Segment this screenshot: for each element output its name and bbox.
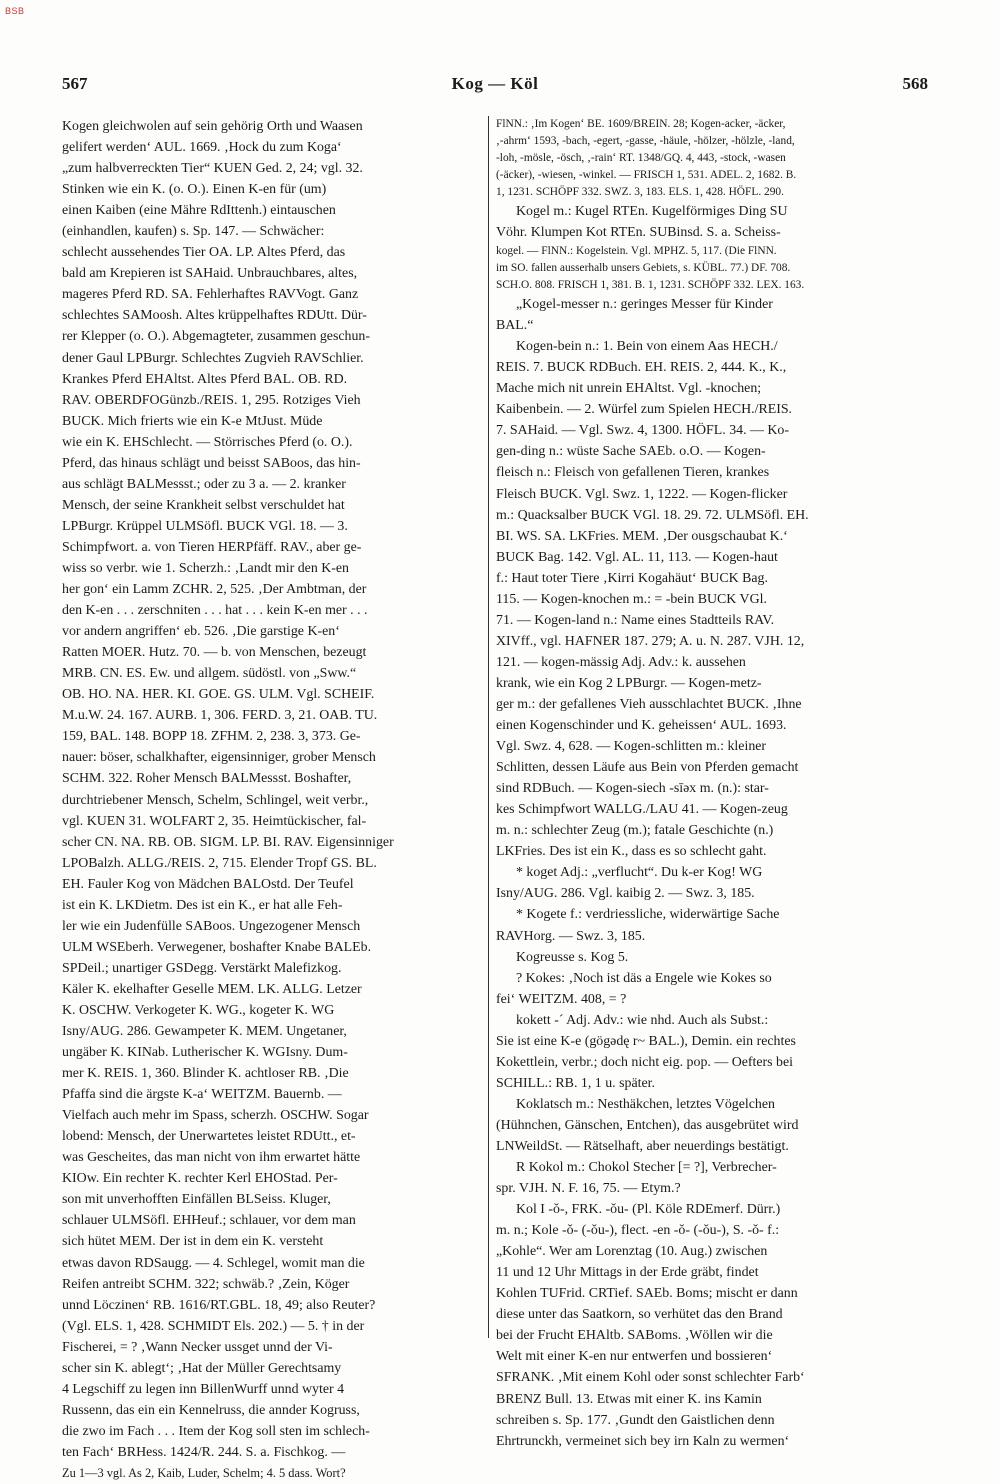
text-line: Kokettlein, verbr.; doch nicht eig. pop. — Oefters bei xyxy=(496,1054,794,1070)
library-stamp: BSB xyxy=(5,6,25,16)
text-line: lobend: Mensch, der Unerwartetes leistet RDUtt., et- xyxy=(62,1129,356,1145)
text-line: (einhandlen, kaufen) s. Sp. 147. — Schwächer: xyxy=(62,224,325,240)
text-line: Koklatsch m.: Nesthäkchen, letztes Vögelchen xyxy=(516,1096,775,1112)
text-line: schreiben s. Sp. 177. ‚Gundt den Gaistlichen denn xyxy=(496,1412,775,1428)
text-line: Schimpfwort. a. von Tieren HERPfäff. RAV., aber ge- xyxy=(62,539,362,555)
text-line: OB. HO. NA. HER. KI. GOE. GS. ULM. Vgl. SCHEIF. xyxy=(62,687,375,703)
text-line: Sie ist eine K-e (gögədę r~ BAL.), Demin. ein rechtes xyxy=(496,1033,796,1049)
text-line: ten Fach‘ BRHess. 1424/R. 244. S. a. Fischkog. — xyxy=(62,1444,346,1460)
text-line: dener Gaul LPBurgr. Schlechtes Zugvieh RAVSchlier. xyxy=(62,350,364,366)
text-line: LPBurgr. Krüppel ULMSöfl. BUCK VGl. 18. — 3. xyxy=(62,518,348,534)
text-line: „Kogel-messer n.: geringes Messer für Kinder xyxy=(516,297,773,313)
text-line: son mit unverhofften Einfällen BLSeiss. Kluger, xyxy=(62,1192,331,1208)
text-line: Kogen-bein n.: 1. Bein von einem Aas HECH./ xyxy=(516,339,778,355)
text-line: * koget Adj.: „verflucht“. Du k-er Kog! WG xyxy=(516,865,763,881)
page-header xyxy=(62,74,928,98)
text-line: LNWeildSt. — Rätselhaft, aber neuerdings bestätigt. xyxy=(496,1138,789,1154)
text-line: fleisch n.: Fleisch von gefallenen Tieren, krankes xyxy=(496,465,770,481)
column-divider xyxy=(488,116,489,1338)
text-line: vgl. KUEN 31. WOLFART 2, 35. Heimtückischer, fal- xyxy=(62,813,367,829)
text-line: schlechtes SAMoosh. Altes krüppelhaftes RDUtt. Dür- xyxy=(62,308,367,324)
text-line: Russenn, das ein ein Kennelruss, die annder Kogruss, xyxy=(62,1402,360,1418)
text-line: etwas davon RDSaugg. — 4. Schlegel, womit man die xyxy=(62,1255,365,1271)
text-line: durchtriebener Mensch, Schelm, Schlingel, weit verbr., xyxy=(62,792,369,808)
text-line: RAV. OBERDFOGünzb./REIS. 1, 295. Rotziges Vieh xyxy=(62,392,361,408)
text-line: ger m.: der gefallenes Vieh ausschlachtet BUCK. ‚Ihne xyxy=(496,696,802,712)
text-line: aus schlägt BALMessst.; oder zu 3 a. — 2. kranker xyxy=(62,476,346,492)
text-line: Stinken wie ein K. (o. O.). Einen K-en für (um) xyxy=(62,182,327,198)
text-line: mer K. REIS. 1, 360. Blinder K. achtloser RB. ‚Die xyxy=(62,1066,349,1082)
text-line: scher CN. NA. RB. OB. SIGM. LP. BI. RAV. Eigensinniger xyxy=(62,834,394,850)
text-line: Krankes Pferd EHAltst. Altes Pferd BAL. OB. RD. xyxy=(62,371,348,387)
text-line: SPDeil.; unartiger GSDegg. Verstärkt Malefizkog. xyxy=(62,960,342,976)
text-line: Vgl. Swz. 4, 628. — Kogen-schlitten m.: kleiner xyxy=(496,739,767,755)
left-column xyxy=(62,116,482,1484)
text-line: 1, 1231. SCHÖPF 332. SWZ. 3, 183. ELS. 1, 428. HÖFL. 290. xyxy=(496,186,784,198)
text-line: im SO. fallen ausserhalb unsers Gebiets, s. KÜBL. 77.) DF. 708. xyxy=(496,262,791,275)
text-line: einen Kogenschinder und K. geheissen‘ AUL. 1693. xyxy=(496,718,787,734)
text-line: schlauer ULMSöfl. EHHeuf.; schlauer, vor dem man xyxy=(62,1213,356,1229)
running-head: Kog — Köl xyxy=(451,74,539,93)
text-line: SCH.O. 808. FRISCH 1, 381. B. 1, 1231. SCHÖPF 332. LEX. 163. xyxy=(496,279,805,292)
text-line: rer Klepper (o. O.). Abgemagteter, zusammen geschun- xyxy=(62,329,371,345)
text-line: „Kohle“. Wer am Lorenztag (10. Aug.) zwischen xyxy=(496,1244,768,1260)
text-line: Pfaffa sind die ärgste K-a‘ WEITZM. Bauernb. — xyxy=(62,1087,342,1103)
text-line: einen Kaiben (eine Mähre RdIttenh.) eintauschen xyxy=(62,203,336,219)
text-line: Pferd, das hinaus schlägt und beisst SABoos, das hin- xyxy=(62,455,361,471)
text-line: Schlitten, dessen Läufe aus Bein von Pferden gemacht xyxy=(496,760,799,776)
text-line: schlecht aussehendes Tier OA. LP. Altes Pferd, das xyxy=(62,245,346,261)
text-line: ? Kokes: ‚Noch ist däs a Engele wie Kokes so xyxy=(516,970,772,986)
text-line: (Hühnchen, Gänschen, Entchen), das ausgebrütet wird xyxy=(496,1117,799,1133)
text-line: LKFries. Des ist ein K., dass es so schlecht gaht. xyxy=(496,844,767,860)
text-line: LPOBalzh. ALLG./REIS. 2, 715. Elender Tropf GS. BL. xyxy=(62,855,377,871)
text-line: fei‘ WEITZM. 408, = ? xyxy=(496,991,627,1007)
text-line: gelifert werden‘ AUL. 1669. ‚Hock du zum Koga‘ xyxy=(62,140,342,156)
text-line: Ratten MOER. Hutz. 70. — b. von Menschen, bezeugt xyxy=(62,645,367,661)
text-line: REIS. 7. BUCK RDBuch. EH. REIS. 2, 444. K., K., xyxy=(496,360,787,376)
text-line: ist ein K. LKDietm. Des ist ein K., er hat alle Feh- xyxy=(62,897,343,913)
text-line: 121. — kogen-mässig Adj. Adv.: k. aussehen xyxy=(496,654,746,670)
text-line: nauer: böser, schalkhafter, eigensinniger, grober Mensch xyxy=(62,750,376,766)
text-line: 159, BAL. 148. BOPP 18. ZFHM. 2, 238. 3, 373. Ge- xyxy=(62,729,361,745)
text-line: BAL.“ xyxy=(496,318,534,334)
text-line: die zwo im Fach . . . Item der Kog soll sten im schlech- xyxy=(62,1423,370,1439)
text-line: her gon‘ ein Lamm ZCHR. 2, 525. ‚Der Ambtman, der xyxy=(62,582,367,598)
text-line: sich hütet MEM. Der ist in dem ein K. versteht xyxy=(62,1234,324,1250)
text-line: SFRANK. ‚Mit einem Kohl oder sonst schlechter Farb‘ xyxy=(496,1370,805,1386)
text-line: bald am Krepieren ist SAHaid. Unbrauchbares, altes, xyxy=(62,266,358,282)
text-line: spr. VJH. N. F. 16, 75. — Etym.? xyxy=(496,1181,681,1197)
text-line: 71. — Kogen-land n.: Name eines Stadtteils RAV. xyxy=(496,612,775,628)
text-line: ‚-ahrm‘ 1593, -bach, -egert, -gasse, -häule, -hölzer, -hölzle, -land, xyxy=(496,135,795,147)
text-line: -loh, -mösle, -ösch, ‚-rain‘ RT. 1348/GQ. 4, 443, -stock, -wasen xyxy=(496,152,786,164)
text-line: Isny/AUG. 286. Vgl. kaibig 2. — Swz. 3, 185. xyxy=(496,886,755,902)
text-line: 4 Legschiff zu legen inn BillenWurff unnd wyter 4 xyxy=(62,1381,345,1397)
text-line: was Gescheites, das man nicht von ihm erwartet hätte xyxy=(62,1150,361,1166)
text-line: Kogel m.: Kugel RTEn. Kugelförmiges Ding SU xyxy=(516,204,788,219)
text-line: Isny/AUG. 286. Gewampeter K. MEM. Ungetaner, xyxy=(62,1024,347,1040)
text-line: wie ein K. EHSchlecht. — Störrisches Pferd (o. O.). xyxy=(62,434,353,450)
text-line: den K-en . . . zerschniten . . . hat . . . kein K-en mer . . . xyxy=(62,603,368,619)
text-line: 7. SAHaid. — Vgl. Swz. 4, 1300. HÖFL. 34. — Ko- xyxy=(496,423,789,439)
text-line: Kogen gleichwolen auf sein gehörig Orth und Waasen xyxy=(62,119,363,134)
text-line: (Vgl. ELS. 1, 428. SCHMIDT Els. 202.) — 5. † in der xyxy=(62,1318,365,1334)
text-line: Welt mit einer K-en nur entwerfen und bossieren‘ xyxy=(496,1349,773,1365)
text-line: XIVff., vgl. HAFNER 187. 279; A. u. N. 287. VJH. 12, xyxy=(496,633,805,649)
text-line: f.: Haut toter Tiere ‚Kirri Kogahäut‘ BUCK Bag. xyxy=(496,570,768,586)
text-line: FlNN.: ‚Im Kogen‘ BE. 1609/BREIN. 28; Kogen-acker, -äcker, xyxy=(496,118,786,130)
text-line: (-äcker), -wiesen, -winkel. — FRISCH 1, 531. ADEL. 2, 1682. B. xyxy=(496,169,797,181)
text-line: ler wie ein Judenfülle SABoos. Ungezogener Mensch xyxy=(62,918,361,934)
text-line: unnd Löczinen‘ RB. 1616/RT.GBL. 18, 49; also Reuter? xyxy=(62,1297,376,1313)
text-line: 115. — Kogen-knochen m.: = -bein BUCK VGl. xyxy=(496,591,767,607)
text-line: m. n.: schlechter Zeug (m.); fatale Geschichte (n.) xyxy=(496,823,774,839)
text-line: Ehrtrunckh, vermeinet sich bey irn Kaln zu wermen‘ xyxy=(496,1433,790,1449)
text-line: Vöhr. Klumpen Kot RTEn. SUBinsd. S. a. Scheiss- xyxy=(496,225,781,241)
text-line: diese unter das Saatkorn, so verhütet das den Brand xyxy=(496,1307,783,1323)
text-line: krank, wie ein Kog 2 LPBurgr. — Kogen-metz- xyxy=(496,675,762,691)
text-line: kogel. — FlNN.: Kogelstein. Vgl. MPHZ. 5, 117. (Die FlNN. xyxy=(496,245,777,258)
text-line: gen-ding n.: wüste Sache SAEb. o.O. — Kogen- xyxy=(496,444,766,460)
text-line: Käler K. ekelhafter Geselle MEM. LK. ALLG. Letzer xyxy=(62,981,362,997)
text-line: SCHM. 322. Roher Mensch BALMessst. Boshafter, xyxy=(62,771,352,787)
text-line: „zum halbverreckten Tier“ KUEN Ged. 2, 24; vgl. 32. xyxy=(62,161,363,177)
text-line: Kol I -ǒ-, FRK. -ǒu- (Pl. Köle RDEmerf. Dürr.) xyxy=(516,1202,781,1218)
text-line: Mensch, der seine Krankheit selbst verschuldet hat xyxy=(62,497,345,513)
right-column xyxy=(496,116,928,1452)
text-line: scher sin K. ablegt‘; ‚Hat der Müller Gerechtsamy xyxy=(62,1360,342,1376)
page-number-left: 567 xyxy=(62,74,88,93)
text-line: Vielfach auch mehr im Spass, scherzh. OSCHW. Sogar xyxy=(62,1108,369,1124)
text-line: kes Schimpfwort WALLG./LAU 41. — Kogen-zeug xyxy=(496,802,788,818)
text-line: Fleisch BUCK. Vgl. Swz. 1, 1222. — Kogen-flicker xyxy=(496,486,788,502)
text-line: wiss so verbr. wie 1. Scherzh.: ‚Landt mir den K-en xyxy=(62,560,350,576)
text-line: M.u.W. 24. 167. AURB. 1, 306. FERD. 3, 21. OAB. TU. xyxy=(62,708,378,724)
text-line: Reifen antreibt SCHM. 322; schwäb.? ‚Zein, Köger xyxy=(62,1276,350,1292)
text-line: Mache mich nit unrein EHAltst. Vgl. -knochen; xyxy=(496,381,762,397)
text-line: BUCK Bag. 142. Vgl. AL. 11, 113. — Kogen-haut xyxy=(496,549,778,565)
text-line: * Kogete f.: verdriessliche, widerwärtige Sache xyxy=(516,907,780,923)
text-line: Fischerei, = ? ‚Wann Necker ussget unnd der Vi- xyxy=(62,1339,333,1355)
text-line: SCHILL.: RB. 1, 1 u. später. xyxy=(496,1075,655,1091)
text-line: K. OSCHW. Verkogeter K. WG., kogeter K. WG xyxy=(62,1002,335,1018)
text-line: Kaibenbein. — 2. Würfel zum Spielen HECH./REIS. xyxy=(496,402,793,418)
footnote: Zu 1—3 vgl. As 2, Kaib, Luder, Schelm; 4. 5 dass. Wort? xyxy=(62,1466,346,1480)
text-line: kokett -ˊ Adj. Adv.: wie nhd. Auch als Subst.: xyxy=(516,1012,769,1028)
text-line: 11 und 12 Uhr Mittags in der Erde gräbt, findet xyxy=(496,1265,759,1281)
text-line: Kogreusse s. Kog 5. xyxy=(516,949,629,965)
text-line: bei der Frucht EHAltb. SABoms. ‚Wöllen wir die xyxy=(496,1328,773,1344)
text-line: MRB. CN. ES. Ew. und allgem. südöstl. von „Sww.“ xyxy=(62,666,357,682)
text-line: EH. Fauler Kog von Mädchen BALOstd. Der Teufel xyxy=(62,876,354,892)
text-line: ULM WSEberh. Verwegener, boshafter Knabe BALEb. xyxy=(62,939,372,955)
text-line: mageres Pferd RD. SA. Fehlerhaftes RAVVogt. Ganz xyxy=(62,287,359,303)
text-line: R Kokol m.: Chokol Stecher [= ?], Verbrecher- xyxy=(516,1160,777,1176)
text-line: m. n.; Kole -ǒ- (-ǒu-), flect. -en -ǒ- (-ǒu-), S. -ǒ- f.: xyxy=(496,1223,780,1239)
text-line: RAVHorg. — Swz. 3, 185. xyxy=(496,928,646,944)
page-number-right: 568 xyxy=(902,74,928,93)
text-line: sind RDBuch. — Kogen-siech -sīəx m. (n.): star- xyxy=(496,781,769,797)
text-line: BUCK. Mich frierts wie ein K-e MtJust. Müde xyxy=(62,413,323,429)
text-line: BI. WS. SA. LKFries. MEM. ‚Der ousgschaubat K.‘ xyxy=(496,528,788,544)
text-line: m.: Quacksalber BUCK VGl. 18. 29. 72. ULMSöfl. EH. xyxy=(496,507,809,523)
text-line: KIOw. Ein rechter K. rechter Kerl EHOStad. Per- xyxy=(62,1171,338,1187)
text-line: Kohlen TUFrid. CRTief. SAEb. Boms; mischt er dann xyxy=(496,1286,798,1302)
text-line: vor andern angriffen‘ eb. 526. ‚Die garstige K-en‘ xyxy=(62,624,340,640)
text-line: ungäber K. KINab. Lutherischer K. WGIsny. Dum- xyxy=(62,1045,348,1061)
text-line: BRENZ Bull. 13. Etwas mit einer K. ins Kamin xyxy=(496,1391,762,1407)
